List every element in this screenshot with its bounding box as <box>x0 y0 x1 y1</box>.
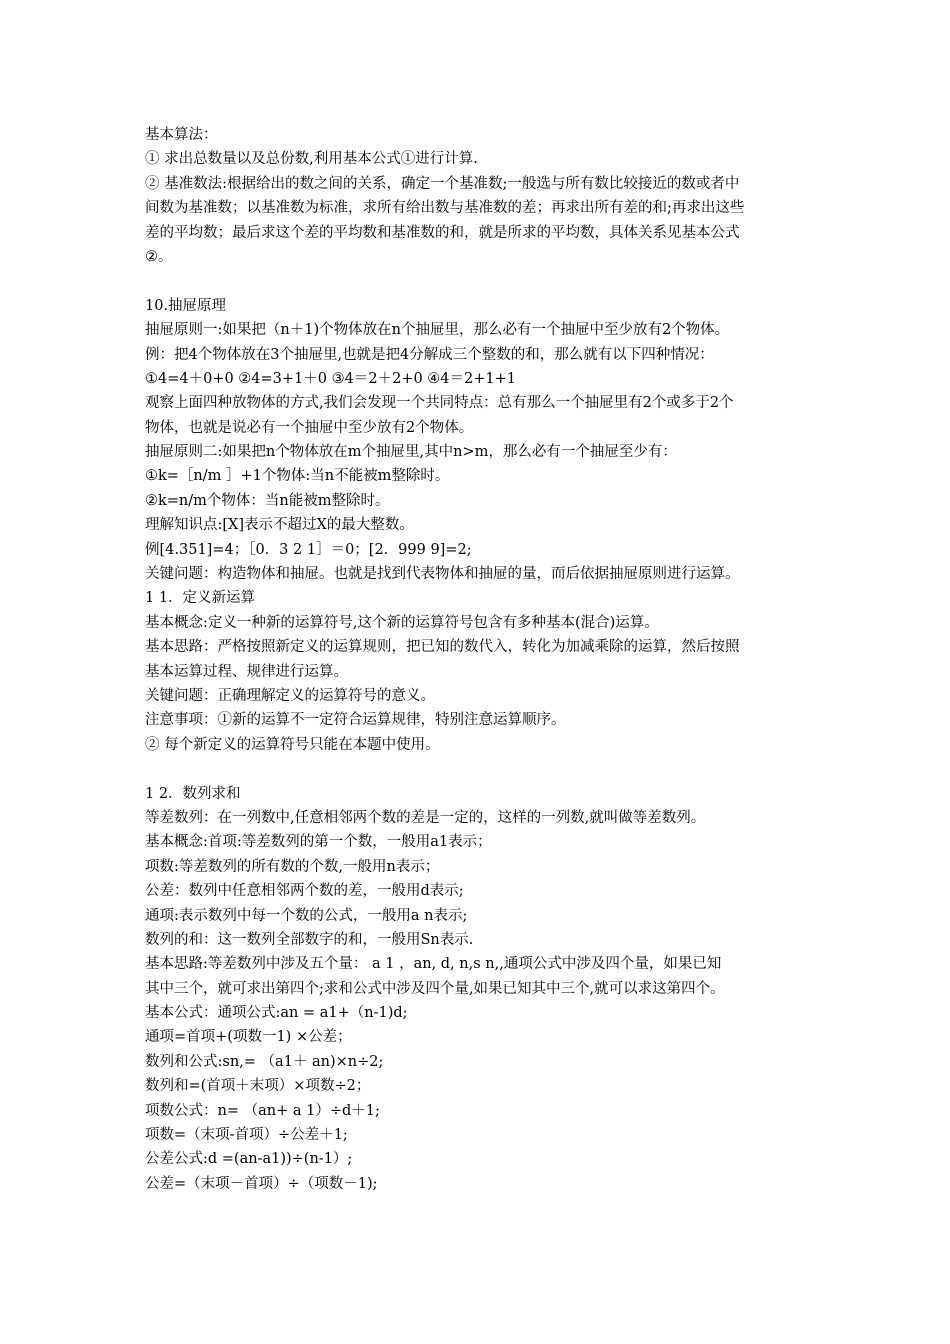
text-line: 等差数列：在一列数中,任意相邻两个数的差是一定的，这样的一列数,就叫做等差数列。 <box>145 809 706 826</box>
text-line: ①4=4＋0+0 ②4=3+1＋0 ③4＝2＋2+0 ④4＝2+1+1 <box>145 370 516 387</box>
text-line: 抽屉原则一:如果把（n＋1)个物体放在n个抽屉里，那么必有一个抽屉中至少放有2个物体。 <box>145 322 730 339</box>
text-line: ①k=［n/m ］+1个物体:当n不能被m整除时。 <box>145 468 450 485</box>
text-line: 关键问题：正确理解定义的运算符号的意义。 <box>145 687 435 704</box>
text-line: 基本思路：严格按照新定义的运算规则，把已知的数代入，转化为加减乘除的运算，然后按照 <box>145 639 740 656</box>
text-line: 其中三个，就可求出第四个;求和公式中涉及四个量,如果已知其中三个,就可以求这第四个。 <box>145 980 725 997</box>
text-line: 公差=（末项－首项）÷（项数－1); <box>145 1175 378 1192</box>
text-line: 注意事项：①新的运算不一定符合运算规律，特别注意运算顺序。 <box>145 712 566 729</box>
text-line: ② 每个新定义的运算符号只能在本题中使用。 <box>145 736 440 753</box>
blank-line <box>145 757 825 781</box>
text-line: ② 基准数法:根据给出的数之间的关系，确定一个基准数;一般选与所有数比较接近的数或者中 <box>145 175 740 192</box>
text-line: 数列和公式:sn,= （a1＋ an)×n÷2; <box>145 1053 384 1070</box>
section-heading: 1 1．定义新运算 <box>145 590 256 607</box>
text-line: 例[4.351]=4；［0．3 2 1］＝0；[2．999 9]=2; <box>145 541 472 558</box>
text-line: 抽屉原则二:如果把n个物体放在m个抽屉里,其中n>m，那么必有一个抽屉至少有： <box>145 444 677 461</box>
text-line: 基本运算过程、规律进行运算。 <box>145 663 348 680</box>
text-line: 关键问题：构造物体和抽屉。也就是找到代表物体和抽屉的量，而后依据抽屉原则进行运算。 <box>145 566 740 583</box>
section-heading: 1 2．数列求和 <box>145 785 241 802</box>
text-line: 通项=首项+(项数一1) ×公差； <box>145 1029 352 1046</box>
text-line: 间数为基准数；以基准数为标准，求所有给出数与基准数的差；再求出所有差的和;再求出这些 <box>145 200 745 217</box>
document-body <box>145 123 825 1196</box>
blank-line <box>145 269 825 293</box>
text-line: 数列和=(首项＋末项）×项数÷2； <box>145 1078 371 1095</box>
text-line: 公差：数列中任意相邻两个数的差，一般用d表示; <box>145 883 464 900</box>
text-line: 项数:等差数列的所有数的个数,一般用n表示； <box>145 858 440 875</box>
text-line: 基本算法： <box>145 127 218 143</box>
text-line: 项数公式：n= （an+ a 1）÷d＋1; <box>145 1102 380 1119</box>
text-line: ②。 <box>145 248 173 265</box>
text-line: 数列的和：这一数列全部数字的和，一般用Sn表示. <box>145 931 474 948</box>
text-line: ① 求出总数量以及总份数,利用基本公式①进行计算. <box>145 151 478 168</box>
text-line: 项数=（末项-首项）÷公差＋1; <box>145 1127 348 1144</box>
text-line: 通项:表示数列中每一个数的公式，一般用a n表示; <box>145 907 468 924</box>
text-line: 基本公式：通项公式:an = a1+（n-1)d; <box>145 1005 408 1022</box>
text-line: 基本概念:首项:等差数列的第一个数，一般用a1表示； <box>145 834 492 851</box>
text-line: 理解知识点:[X]表示不超过X的最大整数。 <box>145 517 414 534</box>
text-line: 基本思路:等差数列中涉及五个量： a 1 ，an, d, n,s n,,通项公式中涉及四个量，如果已知 <box>145 956 722 973</box>
text-line: 公差公式:d =(an-a1))÷(n-1）; <box>145 1151 353 1168</box>
text-line: 物体，也就是说必有一个抽屉中至少放有2个物体。 <box>145 419 474 436</box>
text-line: 差的平均数；最后求这个差的平均数和基准数的和，就是所求的平均数，具体关系见基本公式 <box>145 224 740 241</box>
text-line: 基本概念:定义一种新的运算符号,这个新的运算符号包含有多种基本(混合)运算。 <box>145 614 659 631</box>
section-heading: 10.抽屉原理 <box>145 297 227 314</box>
text-line: 例：把4个物体放在3个抽屉里,也就是把4分解成三个整数的和，那么就有以下四种情况： <box>145 346 714 363</box>
text-line: 观察上面四种放物体的方式,我们会发现一个共同特点：总有那么一个抽屉里有2个或多于2个 <box>145 395 734 412</box>
text-line: ②k=n/m个物体：当n能被m整除时。 <box>145 492 390 509</box>
